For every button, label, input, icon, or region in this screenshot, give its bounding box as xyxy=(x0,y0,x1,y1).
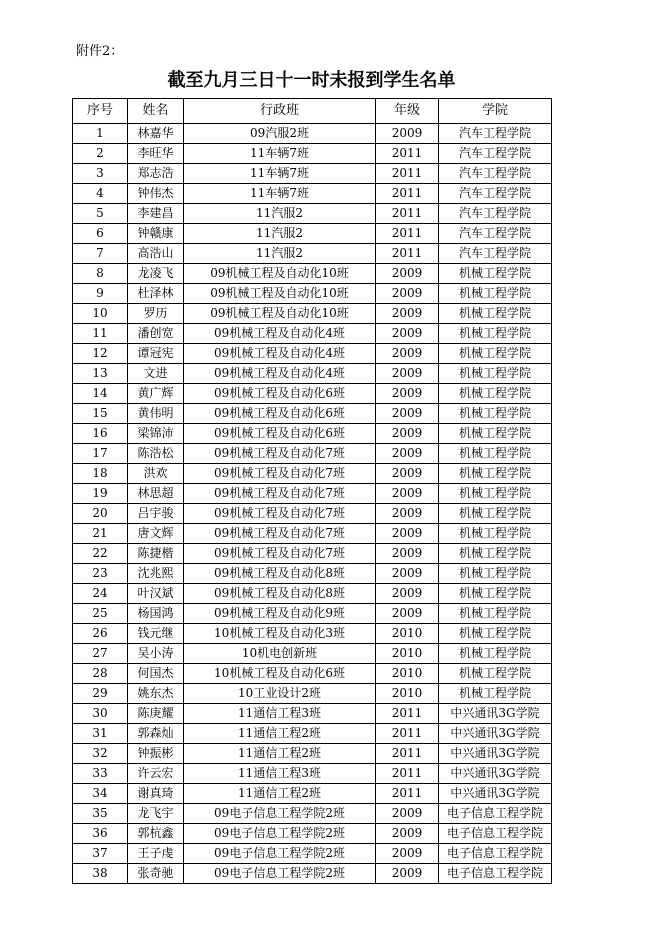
cell-college: 中兴通讯3G学院 xyxy=(439,764,552,784)
cell-index: 10 xyxy=(73,304,128,324)
cell-class: 09机械工程及自动化7班 xyxy=(184,524,376,544)
table-row xyxy=(73,504,552,524)
cell-name: 钱元继 xyxy=(128,624,184,644)
cell-name: 文进 xyxy=(128,364,184,384)
cell-class: 10机械工程及自动化3班 xyxy=(184,624,376,644)
cell-name: 郑志浩 xyxy=(128,164,184,184)
cell-name: 黄伟明 xyxy=(128,404,184,424)
cell-college: 中兴通讯3G学院 xyxy=(439,704,552,724)
cell-class: 09机械工程及自动化7班 xyxy=(184,444,376,464)
cell-index: 34 xyxy=(73,784,128,804)
cell-index: 14 xyxy=(73,384,128,404)
cell-grade: 2011 xyxy=(376,704,439,724)
table-row xyxy=(73,304,552,324)
cell-grade: 2011 xyxy=(376,784,439,804)
table-row xyxy=(73,644,552,664)
cell-name: 陈浩松 xyxy=(128,444,184,464)
cell-grade: 2009 xyxy=(376,544,439,564)
cell-index: 24 xyxy=(73,584,128,604)
cell-name: 许云宏 xyxy=(128,764,184,784)
table-row xyxy=(73,584,552,604)
cell-name: 钟伟杰 xyxy=(128,184,184,204)
cell-grade: 2009 xyxy=(376,584,439,604)
cell-grade: 2009 xyxy=(376,124,439,144)
cell-college: 汽车工程学院 xyxy=(439,124,552,144)
cell-college: 汽车工程学院 xyxy=(439,224,552,244)
cell-name: 钟振彬 xyxy=(128,744,184,764)
cell-grade: 2009 xyxy=(376,364,439,384)
cell-index: 8 xyxy=(73,264,128,284)
cell-grade: 2009 xyxy=(376,384,439,404)
header-row xyxy=(73,99,552,124)
cell-college: 机械工程学院 xyxy=(439,364,552,384)
cell-class: 09电子信息工程学院2班 xyxy=(184,824,376,844)
table-row xyxy=(73,144,552,164)
table-row xyxy=(73,804,552,824)
cell-grade: 2009 xyxy=(376,424,439,444)
cell-grade: 2009 xyxy=(376,264,439,284)
cell-grade: 2011 xyxy=(376,204,439,224)
cell-index: 1 xyxy=(73,124,128,144)
cell-college: 机械工程学院 xyxy=(439,384,552,404)
table-row xyxy=(73,204,552,224)
cell-name: 林嘉华 xyxy=(128,124,184,144)
cell-index: 11 xyxy=(73,324,128,344)
cell-class: 10机械工程及自动化6班 xyxy=(184,664,376,684)
cell-college: 机械工程学院 xyxy=(439,464,552,484)
cell-class: 09机械工程及自动化8班 xyxy=(184,584,376,604)
cell-grade: 2011 xyxy=(376,164,439,184)
cell-grade: 2009 xyxy=(376,564,439,584)
cell-college: 机械工程学院 xyxy=(439,504,552,524)
cell-index: 37 xyxy=(73,844,128,864)
cell-class: 11通信工程2班 xyxy=(184,784,376,804)
cell-name: 郭森灿 xyxy=(128,724,184,744)
cell-grade: 2011 xyxy=(376,764,439,784)
cell-grade: 2009 xyxy=(376,504,439,524)
cell-grade: 2009 xyxy=(376,344,439,364)
cell-class: 09机械工程及自动化7班 xyxy=(184,464,376,484)
cell-name: 沈兆熙 xyxy=(128,564,184,584)
cell-index: 16 xyxy=(73,424,128,444)
cell-name: 吕宇骏 xyxy=(128,504,184,524)
cell-name: 林思超 xyxy=(128,484,184,504)
cell-grade: 2009 xyxy=(376,304,439,324)
cell-college: 机械工程学院 xyxy=(439,564,552,584)
cell-grade: 2011 xyxy=(376,244,439,264)
table-row xyxy=(73,524,552,544)
student-table xyxy=(72,98,552,884)
cell-grade: 2009 xyxy=(376,284,439,304)
header-index: 序号 xyxy=(73,99,128,124)
header-name: 姓名 xyxy=(128,99,184,124)
cell-college: 电子信息工程学院 xyxy=(439,844,552,864)
cell-name: 龙飞宇 xyxy=(128,804,184,824)
table-row xyxy=(73,344,552,364)
cell-name: 钟赣康 xyxy=(128,224,184,244)
cell-class: 11通信工程3班 xyxy=(184,704,376,724)
cell-college: 机械工程学院 xyxy=(439,604,552,624)
cell-index: 30 xyxy=(73,704,128,724)
cell-college: 机械工程学院 xyxy=(439,404,552,424)
cell-college: 机械工程学院 xyxy=(439,344,552,364)
header-class: 行政班 xyxy=(184,99,376,124)
table-row xyxy=(73,404,552,424)
table-row xyxy=(73,484,552,504)
cell-grade: 2011 xyxy=(376,184,439,204)
table-row xyxy=(73,324,552,344)
table-row xyxy=(73,624,552,644)
page-title: 截至九月三日十一时未报到学生名单 xyxy=(167,70,456,91)
cell-index: 5 xyxy=(73,204,128,224)
cell-index: 19 xyxy=(73,484,128,504)
table-row xyxy=(73,164,552,184)
cell-class: 11汽服2 xyxy=(184,204,376,224)
cell-index: 15 xyxy=(73,404,128,424)
cell-name: 谢真琦 xyxy=(128,784,184,804)
cell-college: 汽车工程学院 xyxy=(439,184,552,204)
cell-grade: 2009 xyxy=(376,524,439,544)
cell-grade: 2009 xyxy=(376,324,439,344)
cell-class: 11通信工程2班 xyxy=(184,744,376,764)
cell-index: 7 xyxy=(73,244,128,264)
cell-college: 电子信息工程学院 xyxy=(439,804,552,824)
cell-index: 4 xyxy=(73,184,128,204)
cell-college: 机械工程学院 xyxy=(439,544,552,564)
cell-college: 机械工程学院 xyxy=(439,664,552,684)
cell-index: 22 xyxy=(73,544,128,564)
cell-college: 汽车工程学院 xyxy=(439,244,552,264)
table-row xyxy=(73,664,552,684)
cell-name: 郭杭鑫 xyxy=(128,824,184,844)
cell-college: 中兴通讯3G学院 xyxy=(439,784,552,804)
cell-index: 13 xyxy=(73,364,128,384)
table-row xyxy=(73,184,552,204)
table-row xyxy=(73,604,552,624)
cell-name: 王子虔 xyxy=(128,844,184,864)
cell-name: 叶汉斌 xyxy=(128,584,184,604)
cell-college: 机械工程学院 xyxy=(439,304,552,324)
cell-class: 10机电创新班 xyxy=(184,644,376,664)
cell-class: 09机械工程及自动化6班 xyxy=(184,424,376,444)
cell-index: 27 xyxy=(73,644,128,664)
cell-college: 机械工程学院 xyxy=(439,644,552,664)
cell-index: 35 xyxy=(73,804,128,824)
cell-grade: 2011 xyxy=(376,724,439,744)
cell-index: 23 xyxy=(73,564,128,584)
cell-name: 李旺华 xyxy=(128,144,184,164)
cell-name: 谭冠宪 xyxy=(128,344,184,364)
cell-name: 洪欢 xyxy=(128,464,184,484)
cell-college: 电子信息工程学院 xyxy=(439,824,552,844)
header-grade: 年级 xyxy=(376,99,439,124)
cell-college: 汽车工程学院 xyxy=(439,164,552,184)
cell-index: 17 xyxy=(73,444,128,464)
cell-college: 机械工程学院 xyxy=(439,264,552,284)
cell-name: 高浩山 xyxy=(128,244,184,264)
cell-grade: 2009 xyxy=(376,444,439,464)
cell-index: 21 xyxy=(73,524,128,544)
table-row xyxy=(73,564,552,584)
cell-name: 姚东杰 xyxy=(128,684,184,704)
table-row xyxy=(73,864,552,884)
cell-class: 09机械工程及自动化10班 xyxy=(184,304,376,324)
table-row xyxy=(73,244,552,264)
cell-college: 汽车工程学院 xyxy=(439,204,552,224)
table-row xyxy=(73,704,552,724)
cell-grade: 2010 xyxy=(376,664,439,684)
cell-grade: 2009 xyxy=(376,804,439,824)
cell-index: 18 xyxy=(73,464,128,484)
cell-class: 11通信工程3班 xyxy=(184,764,376,784)
cell-name: 潘创宽 xyxy=(128,324,184,344)
cell-grade: 2011 xyxy=(376,744,439,764)
cell-grade: 2009 xyxy=(376,844,439,864)
table-row xyxy=(73,844,552,864)
cell-grade: 2010 xyxy=(376,644,439,664)
cell-index: 31 xyxy=(73,724,128,744)
table-row xyxy=(73,224,552,244)
table-row xyxy=(73,424,552,444)
cell-name: 唐文辉 xyxy=(128,524,184,544)
cell-index: 28 xyxy=(73,664,128,684)
cell-grade: 2009 xyxy=(376,484,439,504)
table-row xyxy=(73,464,552,484)
table-row xyxy=(73,824,552,844)
cell-class: 09机械工程及自动化8班 xyxy=(184,564,376,584)
cell-index: 3 xyxy=(73,164,128,184)
cell-index: 32 xyxy=(73,744,128,764)
cell-class: 09机械工程及自动化7班 xyxy=(184,484,376,504)
attachment-label: 附件2： xyxy=(76,44,124,59)
cell-class: 09机械工程及自动化10班 xyxy=(184,284,376,304)
cell-class: 09机械工程及自动化4班 xyxy=(184,324,376,344)
cell-name: 张奇驰 xyxy=(128,864,184,884)
cell-index: 12 xyxy=(73,344,128,364)
cell-index: 20 xyxy=(73,504,128,524)
cell-class: 11车辆7班 xyxy=(184,164,376,184)
table-row xyxy=(73,744,552,764)
cell-grade: 2010 xyxy=(376,624,439,644)
cell-college: 汽车工程学院 xyxy=(439,144,552,164)
cell-name: 陈庚耀 xyxy=(128,704,184,724)
cell-name: 龙凌飞 xyxy=(128,264,184,284)
cell-college: 电子信息工程学院 xyxy=(439,864,552,884)
cell-name: 罗历 xyxy=(128,304,184,324)
cell-grade: 2009 xyxy=(376,404,439,424)
table-row xyxy=(73,284,552,304)
table-row xyxy=(73,544,552,564)
cell-name: 何国杰 xyxy=(128,664,184,684)
cell-grade: 2009 xyxy=(376,604,439,624)
table-row xyxy=(73,784,552,804)
table-row xyxy=(73,724,552,744)
cell-college: 机械工程学院 xyxy=(439,284,552,304)
cell-index: 36 xyxy=(73,824,128,844)
cell-college: 中兴通讯3G学院 xyxy=(439,724,552,744)
cell-index: 9 xyxy=(73,284,128,304)
cell-name: 陈捷楷 xyxy=(128,544,184,564)
cell-grade: 2009 xyxy=(376,864,439,884)
cell-grade: 2010 xyxy=(376,684,439,704)
cell-class: 09机械工程及自动化4班 xyxy=(184,364,376,384)
table-row xyxy=(73,264,552,284)
cell-name: 黄广辉 xyxy=(128,384,184,404)
cell-class: 09电子信息工程学院2班 xyxy=(184,844,376,864)
table-row xyxy=(73,444,552,464)
cell-index: 33 xyxy=(73,764,128,784)
cell-class: 11车辆7班 xyxy=(184,184,376,204)
cell-class: 09机械工程及自动化6班 xyxy=(184,384,376,404)
cell-index: 29 xyxy=(73,684,128,704)
cell-college: 中兴通讯3G学院 xyxy=(439,744,552,764)
cell-index: 26 xyxy=(73,624,128,644)
cell-name: 杨国鸿 xyxy=(128,604,184,624)
cell-class: 11车辆7班 xyxy=(184,144,376,164)
cell-college: 机械工程学院 xyxy=(439,484,552,504)
cell-index: 2 xyxy=(73,144,128,164)
table-row xyxy=(73,384,552,404)
cell-class: 11汽服2 xyxy=(184,244,376,264)
cell-class: 09机械工程及自动化7班 xyxy=(184,504,376,524)
table-row xyxy=(73,684,552,704)
cell-class: 09电子信息工程学院2班 xyxy=(184,804,376,824)
cell-college: 机械工程学院 xyxy=(439,524,552,544)
cell-name: 李建昌 xyxy=(128,204,184,224)
cell-grade: 2009 xyxy=(376,824,439,844)
table-row xyxy=(73,764,552,784)
cell-class: 09机械工程及自动化6班 xyxy=(184,404,376,424)
cell-class: 09机械工程及自动化7班 xyxy=(184,544,376,564)
cell-class: 09汽服2班 xyxy=(184,124,376,144)
table-row xyxy=(73,124,552,144)
cell-college: 机械工程学院 xyxy=(439,324,552,344)
cell-class: 09机械工程及自动化10班 xyxy=(184,264,376,284)
header-college: 学院 xyxy=(439,99,552,124)
cell-class: 10工业设计2班 xyxy=(184,684,376,704)
table-row xyxy=(73,364,552,384)
cell-class: 09机械工程及自动化4班 xyxy=(184,344,376,364)
cell-index: 25 xyxy=(73,604,128,624)
cell-grade: 2009 xyxy=(376,464,439,484)
cell-class: 09电子信息工程学院2班 xyxy=(184,864,376,884)
cell-college: 机械工程学院 xyxy=(439,624,552,644)
cell-name: 吴小涛 xyxy=(128,644,184,664)
cell-grade: 2011 xyxy=(376,144,439,164)
cell-class: 11汽服2 xyxy=(184,224,376,244)
cell-college: 机械工程学院 xyxy=(439,444,552,464)
cell-class: 09机械工程及自动化9班 xyxy=(184,604,376,624)
cell-college: 机械工程学院 xyxy=(439,584,552,604)
cell-class: 11通信工程2班 xyxy=(184,724,376,744)
cell-college: 机械工程学院 xyxy=(439,424,552,444)
cell-index: 6 xyxy=(73,224,128,244)
cell-name: 杜泽林 xyxy=(128,284,184,304)
cell-index: 38 xyxy=(73,864,128,884)
cell-name: 梁锦沛 xyxy=(128,424,184,444)
cell-college: 机械工程学院 xyxy=(439,684,552,704)
cell-grade: 2011 xyxy=(376,224,439,244)
